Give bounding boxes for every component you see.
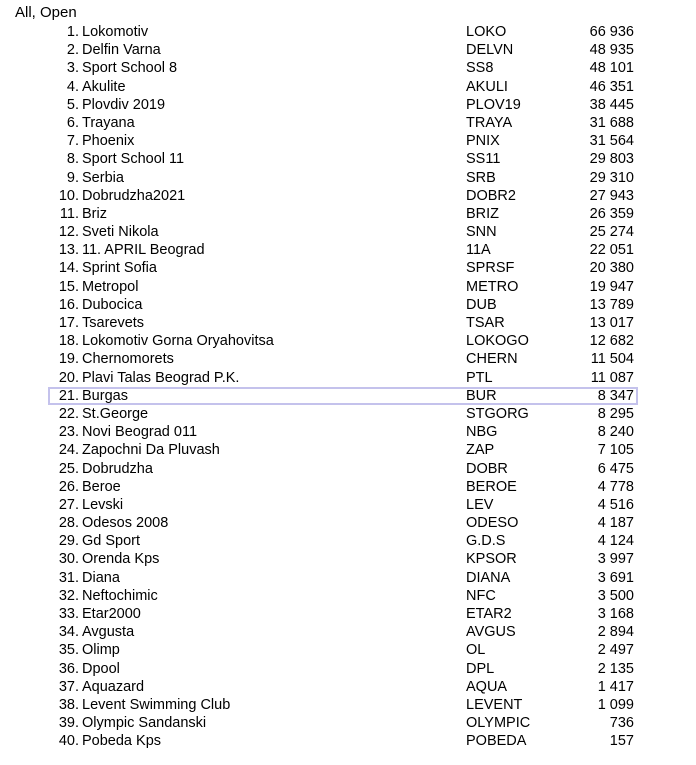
team-code: ZAP	[466, 442, 495, 459]
rank-cell: 14.	[58, 260, 79, 277]
rank-cell: 12.	[58, 224, 79, 241]
team-name: Dubocica	[82, 296, 143, 313]
points-cell: 8 295	[597, 405, 634, 422]
table-row	[0, 223, 696, 241]
team-name: Etar2000	[82, 606, 141, 622]
rank-cell: 38.	[58, 696, 79, 713]
team-name: Pobeda Kps	[82, 733, 162, 750]
rank-cell: 11.	[59, 205, 79, 222]
rank-cell: 33.	[58, 606, 79, 622]
team-name: Levski	[82, 496, 124, 513]
points-cell: 12 682	[589, 333, 634, 350]
rank-cell: 24.	[58, 442, 79, 459]
team-code: SS11	[466, 151, 501, 168]
team-code: SS8	[466, 60, 494, 77]
points-cell: 13 789	[589, 296, 634, 313]
team-code: SRB	[466, 169, 496, 186]
team-name: Aquazard	[82, 678, 145, 695]
points-cell: 38 445	[589, 96, 634, 113]
team-code: BUR	[466, 387, 497, 404]
team-name: Briz	[82, 205, 107, 222]
team-code: OL	[466, 642, 486, 659]
team-code: PNIX	[466, 133, 500, 150]
points-cell: 8 347	[597, 387, 634, 404]
table-row	[0, 41, 696, 59]
points-cell: 3 691	[597, 569, 634, 586]
points-cell: 2 497	[597, 642, 634, 659]
team-name: Odesos 2008	[82, 515, 169, 532]
team-name: 11. APRIL Beograd	[82, 242, 205, 259]
points-cell: 20 380	[589, 260, 634, 277]
table-row	[0, 205, 696, 223]
rank-cell: 5.	[66, 96, 79, 113]
table-row	[0, 678, 696, 696]
team-code: LOKO	[466, 24, 507, 40]
points-cell: 11 504	[590, 351, 634, 368]
points-cell: 3 997	[597, 551, 634, 568]
points-cell: 4 187	[597, 515, 634, 532]
team-name: Sport School 8	[82, 60, 178, 77]
team-name: Beroe	[82, 478, 121, 495]
table-row	[0, 587, 696, 605]
rank-cell: 20.	[58, 369, 79, 386]
team-name: Sprint Sofia	[82, 260, 157, 277]
points-cell: 1 099	[597, 696, 634, 713]
rank-cell: 16.	[58, 296, 79, 313]
points-cell: 1 417	[597, 678, 634, 695]
team-code: NBG	[466, 424, 498, 441]
team-name: Diana	[82, 569, 120, 586]
table-row	[0, 496, 696, 514]
team-name: Olimp	[82, 642, 120, 659]
team-code: NFC	[466, 587, 496, 604]
team-code: G.D.S	[466, 533, 506, 550]
team-code: PLOV19	[466, 96, 521, 113]
points-cell: 13 017	[589, 315, 634, 331]
table-row	[0, 550, 696, 568]
table-row	[0, 660, 696, 678]
rank-cell: 7.	[66, 133, 79, 150]
rank-cell: 29.	[58, 533, 79, 550]
team-code: LEV	[466, 496, 494, 513]
team-code: AQUA	[466, 678, 508, 695]
table-row	[0, 441, 696, 459]
points-cell: 48 935	[589, 42, 634, 59]
team-code: ETAR2	[466, 606, 512, 622]
table-row	[0, 114, 696, 132]
rank-cell: 15.	[58, 278, 79, 295]
table-row	[0, 714, 696, 732]
points-cell: 46 351	[589, 78, 634, 95]
rank-cell: 25.	[58, 460, 79, 477]
points-cell: 3 500	[597, 587, 634, 604]
team-name: St.George	[82, 405, 149, 422]
points-cell: 7 105	[597, 442, 634, 459]
points-cell: 31 564	[589, 133, 634, 150]
team-code: 11A	[466, 242, 491, 259]
table-row	[0, 423, 696, 441]
points-cell: 4 124	[597, 533, 634, 550]
team-name: Olympic Sandanski	[82, 715, 207, 732]
team-name: Chernomorets	[82, 351, 174, 368]
rank-cell: 4.	[66, 78, 79, 95]
rank-cell: 9.	[66, 169, 79, 186]
team-code: DPL	[466, 660, 495, 677]
team-name: Plovdiv 2019	[82, 96, 166, 113]
team-code: TRAYA	[466, 114, 513, 131]
team-name: Tsarevets	[82, 315, 145, 331]
team-name: Novi Beograd 011	[82, 424, 198, 441]
team-name: Lokomotiv Gorna Oryahovitsa	[82, 333, 274, 350]
team-name: Levent Swimming Club	[82, 696, 231, 713]
points-cell: 8 240	[597, 424, 634, 441]
rank-cell: 3.	[66, 60, 79, 77]
results-table	[0, 23, 696, 751]
rank-cell: 36.	[58, 660, 79, 677]
rank-cell: 10.	[58, 187, 79, 204]
table-row	[0, 623, 696, 641]
rank-cell: 23.	[58, 424, 79, 441]
rank-cell: 32.	[58, 587, 79, 604]
team-name: Dpool	[82, 660, 120, 677]
team-code: KPSOR	[466, 551, 517, 568]
table-row	[0, 387, 696, 405]
team-name: Phoenix	[82, 133, 135, 150]
team-name: Akulite	[82, 78, 126, 95]
team-code: DOBR2	[466, 187, 516, 204]
table-row	[0, 369, 696, 387]
table-row	[0, 350, 696, 368]
table-row	[0, 23, 696, 41]
table-row	[0, 532, 696, 550]
points-cell: 2 135	[597, 660, 634, 677]
points-cell: 4 778	[597, 478, 634, 495]
team-code: PTL	[466, 369, 493, 386]
highlight-box	[48, 387, 638, 405]
team-code: SPRSF	[466, 260, 515, 277]
team-name: Zapochni Da Pluvash	[82, 442, 220, 459]
team-code: LOKOGO	[466, 333, 529, 350]
team-name: Delfin Varna	[82, 42, 161, 59]
page-title: All, Open	[15, 4, 77, 21]
points-cell: 48 101	[589, 60, 634, 77]
table-row	[0, 96, 696, 114]
rank-cell: 27.	[58, 496, 79, 513]
team-code: AKULI	[466, 78, 508, 95]
team-name: Burgas	[82, 387, 128, 404]
points-cell: 29 803	[589, 151, 634, 168]
rank-cell: 13.	[58, 242, 79, 259]
team-code: LEVENT	[466, 696, 523, 713]
points-cell: 25 274	[589, 224, 634, 241]
team-name: Dobrudzha2021	[82, 187, 186, 204]
team-name: Plavi Talas Beograd P.K.	[82, 369, 240, 386]
team-code: DUB	[466, 296, 497, 313]
points-cell: 66 936	[589, 24, 634, 40]
team-code: BEROE	[466, 478, 517, 495]
points-cell: 11 087	[590, 369, 634, 386]
table-row	[0, 641, 696, 659]
rank-cell: 1.	[66, 24, 79, 40]
team-code: OLYMPIC	[466, 715, 531, 732]
table-row	[0, 259, 696, 277]
team-code: SNN	[466, 224, 497, 241]
rank-cell: 40.	[58, 733, 79, 750]
team-code: AVGUS	[466, 624, 516, 641]
points-cell: 2 894	[597, 624, 634, 641]
table-row	[0, 241, 696, 259]
table-row	[0, 514, 696, 532]
points-cell: 27 943	[589, 187, 634, 204]
points-cell: 4 516	[597, 496, 634, 513]
table-row	[0, 278, 696, 296]
table-row	[0, 187, 696, 205]
team-name: Neftochimic	[82, 587, 158, 604]
table-row	[0, 59, 696, 77]
table-row	[0, 478, 696, 496]
table-row	[0, 314, 696, 332]
table-row	[0, 569, 696, 587]
team-code: ODESO	[466, 515, 519, 532]
team-name: Orenda Kps	[82, 551, 160, 568]
rank-cell: 39.	[58, 715, 79, 732]
rank-cell: 30.	[58, 551, 79, 568]
rank-cell: 28.	[58, 515, 79, 532]
team-code: POBEDA	[466, 733, 527, 750]
team-code: DELVN	[466, 42, 514, 59]
points-cell: 6 475	[597, 460, 634, 477]
team-name: Trayana	[82, 114, 135, 131]
team-name: Sveti Nikola	[82, 224, 159, 241]
team-name: Serbia	[82, 169, 124, 186]
team-name: Gd Sport	[82, 533, 141, 550]
team-code: TSAR	[466, 315, 505, 331]
rank-cell: 18.	[58, 333, 79, 350]
rank-cell: 2.	[66, 42, 79, 59]
team-code: BRIZ	[466, 205, 500, 222]
table-row	[0, 132, 696, 150]
points-cell: 19 947	[589, 278, 634, 295]
rank-cell: 8.	[66, 151, 79, 168]
points-cell: 22 051	[589, 242, 634, 259]
rank-cell: 19.	[58, 351, 79, 368]
points-cell: 26 359	[589, 205, 634, 222]
team-name: Lokomotiv	[82, 24, 149, 40]
rank-cell: 37.	[58, 678, 79, 695]
team-code: DOBR	[466, 460, 508, 477]
rank-cell: 22.	[58, 405, 79, 422]
table-row	[0, 460, 696, 478]
table-row	[0, 696, 696, 714]
table-row	[0, 78, 696, 96]
table-row	[0, 169, 696, 187]
team-code: STGORG	[466, 405, 529, 422]
team-code: DIANA	[466, 569, 511, 586]
table-row	[0, 405, 696, 423]
team-name: Sport School 11	[82, 151, 185, 168]
rank-cell: 17.	[58, 315, 79, 331]
team-name: Dobrudzha	[82, 460, 153, 477]
table-row	[0, 332, 696, 350]
team-code: CHERN	[466, 351, 518, 368]
rank-cell: 34.	[58, 624, 79, 641]
points-cell: 31 688	[589, 114, 634, 131]
team-code: METRO	[466, 278, 519, 295]
points-cell: 736	[609, 715, 634, 732]
table-row	[0, 150, 696, 168]
team-name: Metropol	[82, 278, 139, 295]
points-cell: 29 310	[589, 169, 634, 186]
rank-cell: 26.	[58, 478, 79, 495]
rank-cell: 6.	[66, 114, 79, 131]
points-cell: 3 168	[597, 606, 634, 622]
team-name: Avgusta	[82, 624, 135, 641]
table-row	[0, 605, 696, 623]
rank-cell: 31.	[58, 569, 79, 586]
points-cell: 157	[609, 733, 634, 750]
table-row	[0, 296, 696, 314]
table-row	[0, 732, 696, 750]
rank-cell: 35.	[58, 642, 79, 659]
rank-cell: 21.	[58, 387, 79, 404]
